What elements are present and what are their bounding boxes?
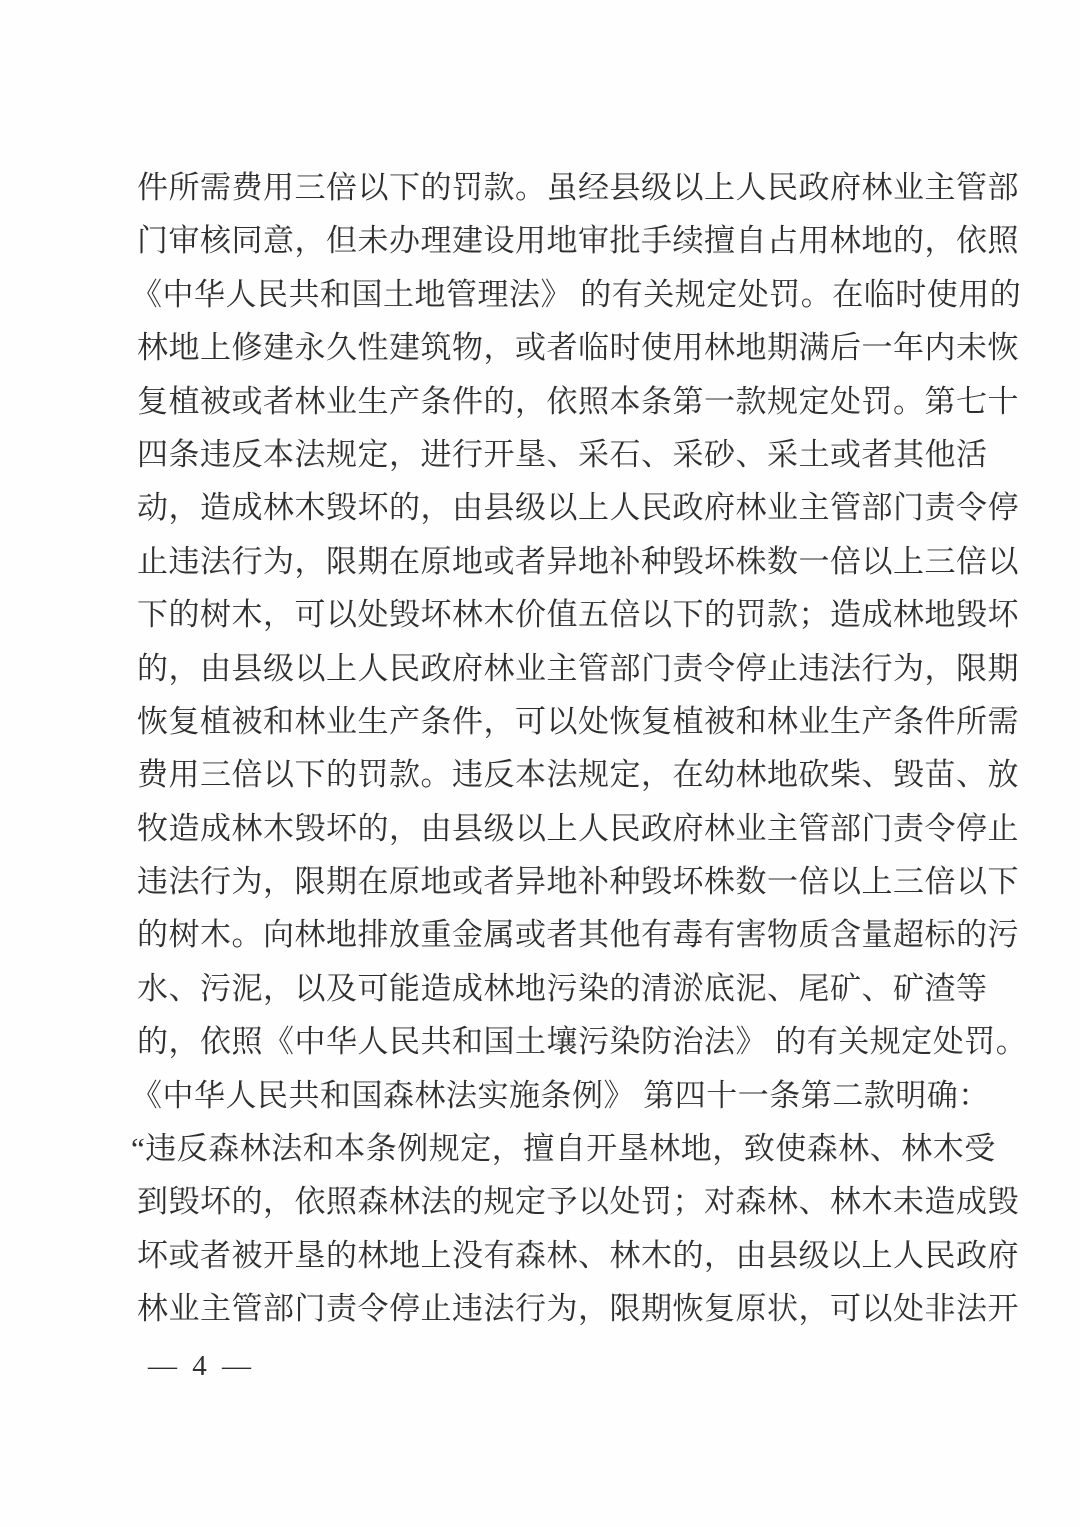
text-line: “违反森林法和本条例规定，擅自开垦林地，致使森林、林木受 xyxy=(131,1131,996,1167)
text-line: 四条违反本法规定，进行开垦、采石、采砂、采土或者其他活 xyxy=(137,436,988,472)
text-line: 下的树木，可以处毁坏林木价值五倍以下的罚款；造成林地毁坏 xyxy=(137,597,1019,633)
text-line: 门审核同意，但未办理建设用地审批手续擅自占用林地的，依照 xyxy=(137,223,1019,259)
text-line: 的树木。向林地排放重金属或者其他有毒有害物质含量超标的污 xyxy=(137,917,1019,953)
text-line: 到毁坏的，依照森林法的规定予以处罚；对森林、林木未造成毁 xyxy=(137,1184,1019,1220)
text-line: 恢复植被和林业生产条件，可以处恢复植被和林业生产条件所需 xyxy=(137,703,1019,739)
text-line: 水、污泥，以及可能造成林地污染的清淤底泥、尾矿、矿渣等 xyxy=(137,970,988,1006)
text-line: 《中华人民共和国土地管理法》 的有关规定处罚。在临时使用的 xyxy=(131,276,1022,312)
text-line: 的，依照《中华人民共和国土壤污染防治法》 的有关规定处罚。 xyxy=(137,1024,1028,1060)
page-number: — 4 — xyxy=(148,1350,255,1382)
text-line: 违法行为，限期在原地或者异地补种毁坏株数一倍以上三倍以下 xyxy=(137,864,1019,900)
text-line: 坏或者被开垦的林地上没有森林、林木的，由县级以上人民政府 xyxy=(137,1237,1019,1273)
text-line: 复植被或者林业生产条件的，依照本条第一款规定处罚。第七十 xyxy=(137,383,1019,419)
text-line: 费用三倍以下的罚款。违反本法规定，在幼林地砍柴、毁苗、放 xyxy=(137,757,1019,793)
text-line: 止违法行为，限期在原地或者异地补种毁坏株数一倍以上三倍以 xyxy=(137,543,1019,579)
text-line: 件所需费用三倍以下的罚款。虽经县级以上人民政府林业主管部 xyxy=(137,170,1019,205)
text-line: 《中华人民共和国森林法实施条例》 第四十一条第二款明确： xyxy=(131,1077,990,1113)
text-line: 牧造成林木毁坏的，由县级以上人民政府林业主管部门责令停止 xyxy=(137,810,1019,846)
text-line: 动，造成林木毁坏的，由县级以上人民政府林业主管部门责令停 xyxy=(137,490,1019,526)
text-line: 林地上修建永久性建筑物，或者临时使用林地期满后一年内未恢 xyxy=(137,330,1019,366)
text-line: 的，由县级以上人民政府林业主管部门责令停止违法行为，限期 xyxy=(137,650,1019,686)
text-line: 林业主管部门责令停止违法行为，限期恢复原状，可以处非法开 xyxy=(137,1291,1019,1327)
page-body xyxy=(131,161,1028,1336)
